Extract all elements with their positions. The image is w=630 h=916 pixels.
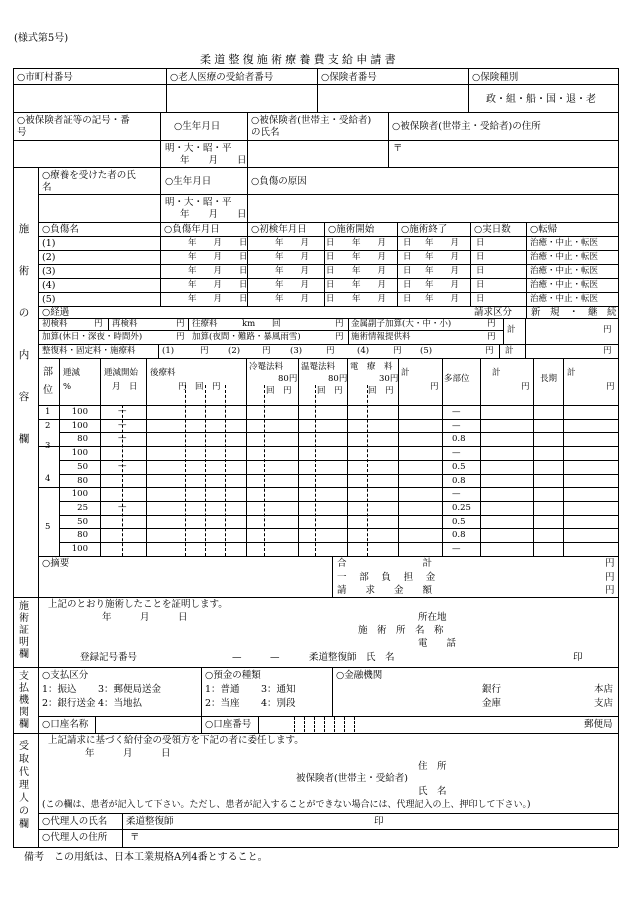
insured-birth-ymd: 年 月 日: [180, 155, 247, 166]
payment-method-3[interactable]: 3：郵便局送金: [98, 684, 162, 695]
reduction-pct: 100: [71, 420, 88, 431]
reexam-fee-label: 再検料: [112, 319, 138, 329]
house-call-fee-label: 往療料: [192, 319, 218, 329]
surcharge-yen: 円: [176, 332, 185, 342]
part-header-a: 部: [43, 367, 53, 378]
injury-date-1: 年 月 日: [275, 266, 335, 276]
injury-date-0: 年 月 日: [188, 266, 248, 276]
reexam-yen: 円: [176, 319, 185, 329]
info-fee-yen: 円: [487, 332, 496, 342]
reduction-start-header-b: 月 日: [112, 382, 138, 392]
multi-part-coef: —: [452, 489, 461, 500]
reduction-pct: 80: [77, 434, 88, 445]
proxy-address-label: ○代理人の住所: [42, 832, 108, 843]
patient-birth-ymd: 年 月 日: [180, 209, 247, 220]
injury-date-2: 年 月 日: [352, 266, 412, 276]
injury-outcome[interactable]: 治癒・中止・転医: [530, 238, 599, 248]
financial-institution-label: ○金融機関: [336, 670, 383, 681]
part-number: 2: [45, 420, 51, 431]
multi-part-header: 多部位: [444, 374, 470, 384]
surcharge-label: 加算(休日・深夜・時間外): [42, 332, 143, 342]
practitioner-seal: 印: [573, 652, 583, 663]
insured-address-label: ○被保険者(世帯主・受給者)の住所: [392, 121, 541, 132]
splint-yen: 円: [487, 319, 496, 329]
patient-name-label-2: 名: [42, 182, 52, 193]
initial-exam-fee-label: 初検料: [42, 319, 68, 329]
fees-subtotal-yen: 円: [603, 325, 612, 335]
long-term-header: 長期: [540, 374, 558, 384]
initial-exam-yen: 円: [94, 319, 103, 329]
house-call-addition-yen: 円: [335, 332, 344, 342]
form-number: (様式第5号): [14, 33, 69, 44]
cold-header-a: 冷罨法料: [249, 362, 284, 372]
post-office-label: 郵便局: [584, 719, 613, 730]
house-call-km: km: [242, 319, 256, 329]
cold-header-c: 回 円: [266, 386, 292, 396]
injury-date-3: 年 月 日: [425, 266, 485, 276]
aftercare-header: 後療料: [150, 368, 176, 378]
setup-fee-n2: (2): [228, 346, 241, 356]
setup-fee-n3: (3): [290, 346, 303, 356]
branch-office-label: 支店: [594, 698, 614, 709]
insurance-type-options[interactable]: 政・組・船・国・退・老: [486, 94, 596, 105]
clinic-name-label: 施 術 所 名 称: [358, 625, 444, 636]
municipality-number-label: ○市町村番号: [17, 72, 73, 83]
proxy-note: (この欄は、患者が記入して下さい。ただし、患者が記入することができない場合には、代理記入の上、押印して下さい。): [42, 800, 531, 810]
multi-part-coef: 0.8: [452, 475, 466, 486]
proxy-side-label: 受 取 代 理 人 の 欄: [19, 741, 29, 830]
multi-part-coef: —: [452, 420, 461, 431]
deposit-type-3[interactable]: 3：通知: [261, 684, 296, 695]
cold-header-b: 80円: [278, 374, 298, 384]
injury-date-3: 年 月 日: [425, 280, 485, 290]
insured-card-label-2: 号: [17, 127, 27, 138]
setup-fee-yen3: 円: [326, 346, 335, 356]
info-fee-label: 施術情報提供料: [351, 332, 411, 342]
patient-name-label-1: ○療養を受けた者の氏: [42, 170, 136, 181]
proxy-seal: 印: [374, 816, 384, 827]
total3-header: 計: [567, 368, 576, 378]
injury-outcome[interactable]: 治癒・中止・転医: [530, 252, 599, 262]
setup-fee-label: 整復料・固定料・施療料: [42, 346, 136, 356]
head-office-label: 本店: [594, 684, 614, 695]
proxy-statement: 上記請求に基づく給付金の受領方を下記の者に委任します。: [48, 735, 304, 746]
claim-yen: 円: [605, 585, 615, 596]
injury-row-no: (2): [42, 252, 56, 263]
payment-method-4[interactable]: 4：当地払: [98, 698, 143, 709]
registration-number-dashes: — —: [232, 652, 280, 663]
claim-amount-label: 請 求 金 額: [337, 585, 433, 596]
aftercare-unit: 円 回 円: [178, 382, 221, 392]
payment-method-label: ○支払区分: [42, 670, 89, 681]
part-header-b: 位: [43, 385, 53, 396]
proxy-job-label: 柔道整復師: [126, 816, 174, 827]
account-number-label: ○口座番号: [205, 719, 252, 730]
injury-date-3: 年 月 日: [425, 252, 485, 262]
clinic-phone-label: 電 話: [418, 638, 457, 649]
insured-name-label-2: の氏名: [251, 127, 280, 138]
insured-name-label-1: ○被保険者(世帯主・受給者): [251, 115, 372, 126]
injury-date-0: 年 月 日: [188, 238, 248, 248]
house-call-times: 回: [272, 319, 281, 329]
proxy-insured-name-label: 氏 名: [418, 786, 447, 797]
total2-header: 計: [492, 368, 501, 378]
injury-date-1: 年 月 日: [275, 294, 335, 304]
practitioner-name-label: 柔道整復師 氏 名: [309, 652, 395, 663]
multi-part-coef: —: [452, 407, 461, 417]
injury-header-4: ○施術終了: [401, 224, 448, 235]
setup-fee-yen5: 円: [485, 346, 494, 356]
reduction-pct: 80: [77, 530, 88, 541]
injury-row-no: (4): [42, 280, 56, 291]
reduction-start: —: [118, 460, 127, 471]
reduction-start: —: [118, 406, 127, 416]
deposit-type-label: ○預金の種類: [205, 670, 261, 681]
reduction-pct: 100: [71, 489, 88, 500]
insurance-type-label: ○保険種別: [472, 72, 519, 83]
total-yen: 円: [605, 558, 615, 569]
part-number: 4: [45, 474, 51, 485]
payment-method-1[interactable]: 1：振込: [42, 684, 77, 695]
proxy-insured-address-label: 住 所: [418, 761, 447, 772]
injury-header-1: ○負傷年月日: [164, 224, 220, 235]
setup-fee-n5: (5): [420, 346, 433, 356]
reduction-pct: 25: [77, 502, 88, 513]
injury-date-3: 年 月 日: [425, 294, 485, 304]
deposit-type-2[interactable]: 2：当座: [205, 698, 240, 709]
reduction-header-a: 逓減: [63, 368, 81, 378]
reduction-pct: 100: [71, 448, 88, 459]
insurer-number-label: ○保険者番号: [321, 72, 377, 83]
injury-outcome[interactable]: 治癒・中止・転医: [530, 280, 599, 290]
multi-part-coef: 0.25: [452, 502, 471, 513]
injury-row-no: (3): [42, 266, 56, 277]
injury-date-0: 年 月 日: [188, 252, 248, 262]
certification-side-label: 施 術 証 明 欄: [19, 601, 29, 660]
total-header-yen: 円: [430, 382, 439, 392]
reduction-pct: 100: [71, 544, 88, 554]
injury-date-2: 年 月 日: [352, 280, 412, 290]
multi-part-coef: —: [452, 544, 461, 554]
injury-header-6: ○転帰: [530, 224, 558, 235]
elec-header-b: 30円: [379, 374, 399, 384]
elderly-recipient-number-label: ○老人医療の受給者番号: [170, 72, 274, 83]
clinic-location-label: 所在地: [418, 612, 447, 623]
reduction-start: —: [118, 501, 127, 512]
total3-header-yen: 円: [606, 382, 615, 392]
certification-statement: 上記のとおり施術したことを証明します。: [48, 599, 228, 610]
injury-outcome[interactable]: 治癒・中止・転医: [530, 294, 599, 304]
reduction-header-b: %: [63, 382, 72, 392]
warm-header-b: 80円: [328, 374, 348, 384]
house-call-addition-label: 加算(夜間・難路・暴風雨雪): [192, 332, 301, 342]
treatment-side-label: 施 術 の 内 容 欄: [18, 223, 30, 445]
form-title: 柔道整復施術療養費支給申請書: [200, 53, 399, 66]
injury-date-2: 年 月 日: [352, 238, 412, 248]
reduction-pct: 50: [77, 516, 88, 527]
multi-part-coef: 0.8: [452, 434, 466, 445]
deposit-type-1[interactable]: 1：普通: [205, 684, 240, 695]
multi-part-coef: 0.5: [452, 461, 466, 472]
multi-part-coef: 0.5: [452, 516, 466, 527]
elec-header-c: 回 円: [368, 386, 394, 396]
reduction-pct: 50: [77, 461, 88, 472]
reduction-start-header-a: 逓減開始: [104, 368, 139, 378]
insured-card-label-1: ○被保険者証等の記号・番: [17, 115, 130, 126]
reduction-pct: 80: [77, 475, 88, 486]
injury-date-1: 年 月 日: [275, 238, 335, 248]
course-label: ○経過: [42, 307, 70, 318]
injury-date-2: 年 月 日: [352, 252, 412, 262]
insured-birthdate-label: ○生年月日: [174, 121, 221, 132]
proxy-name-label: ○代理人の氏名: [42, 816, 108, 827]
footer-note: 備考 この用紙は、日本工業規格A列4番とすること。: [24, 852, 268, 863]
payment-method-2[interactable]: 2：銀行送金: [42, 698, 96, 709]
copay-yen: 円: [605, 572, 615, 583]
part-number: 1: [45, 407, 51, 417]
remarks-label: ○摘要: [42, 558, 70, 569]
total2-header-yen: 円: [521, 382, 530, 392]
certification-date: 年 月 日: [102, 612, 188, 623]
injury-header-0: ○負傷名: [42, 224, 79, 235]
injury-date-0: 年 月 日: [188, 280, 248, 290]
reduction-start: —: [118, 419, 127, 430]
injury-row-no: (1): [42, 238, 56, 249]
setup-fee-total-yen: 円: [603, 346, 612, 356]
injury-row-no: (5): [42, 294, 56, 305]
warm-header-a: 温罨法料: [301, 362, 336, 372]
payment-side-label: 支 払 機 関 欄: [19, 671, 29, 730]
registration-number-label: 登録記号番号: [80, 652, 138, 663]
setup-fee-yen2: 円: [262, 346, 271, 356]
injury-date-2: 年 月 日: [352, 294, 412, 304]
injury-date-0: 年 月 日: [188, 294, 248, 304]
injury-header-2: ○初検年月日: [251, 224, 307, 235]
part-number: 5: [45, 522, 51, 533]
setup-fee-yen4: 円: [393, 346, 402, 356]
setup-fee-n1: (1): [162, 346, 175, 356]
insured-era-options[interactable]: 明・大・昭・平: [165, 143, 232, 154]
injury-header-3: ○施術開始: [328, 224, 375, 235]
patient-era-options[interactable]: 明・大・昭・平: [165, 197, 232, 208]
warm-header-c: 回 円: [317, 386, 343, 396]
injury-date-1: 年 月 日: [275, 280, 335, 290]
credit-union-label: 金庫: [482, 698, 502, 709]
patient-birthdate-label: ○生年月日: [165, 176, 212, 187]
setup-fee-total-label: 計: [505, 346, 514, 356]
insured-postal-mark: 〒: [393, 143, 403, 154]
claim-division-label: 請求区分: [474, 307, 513, 318]
fees-subtotal-label: 計: [507, 325, 516, 335]
setup-fee-yen1: 円: [200, 346, 209, 356]
account-holder-label: ○口座名称: [42, 719, 89, 730]
house-call-yen: 円: [335, 319, 344, 329]
injury-outcome[interactable]: 治癒・中止・転医: [530, 266, 599, 276]
proxy-postal-mark: 〒: [130, 832, 140, 843]
reduction-pct: 100: [71, 407, 88, 417]
splint-addition-label: 金属副子加算(大・中・小): [351, 319, 452, 329]
total-amount-label: 合 計: [337, 558, 433, 569]
elec-header-a: 電 療 料: [350, 362, 393, 372]
reduction-start: —: [118, 433, 127, 444]
deposit-type-4[interactable]: 4：別段: [261, 698, 296, 709]
copay-label: 一 部 負 担 金: [337, 572, 437, 583]
total-header: 計: [401, 368, 410, 378]
setup-fee-n4: (4): [357, 346, 370, 356]
part-number: 3: [45, 441, 51, 452]
injury-date-3: 年 月 日: [425, 238, 485, 248]
bank-label: 銀行: [482, 684, 502, 695]
claim-division-options[interactable]: 新 規 ・ 継 続: [531, 307, 617, 318]
injury-date-1: 年 月 日: [275, 252, 335, 262]
multi-part-coef: 0.8: [452, 530, 466, 541]
multi-part-coef: —: [452, 448, 461, 459]
injury-header-5: ○実日数: [474, 224, 511, 235]
proxy-insured-label: 被保険者(世帯主・受給者): [296, 773, 408, 784]
injury-cause-label: ○負傷の原因: [251, 176, 307, 187]
proxy-date: 年 月 日: [85, 748, 171, 759]
